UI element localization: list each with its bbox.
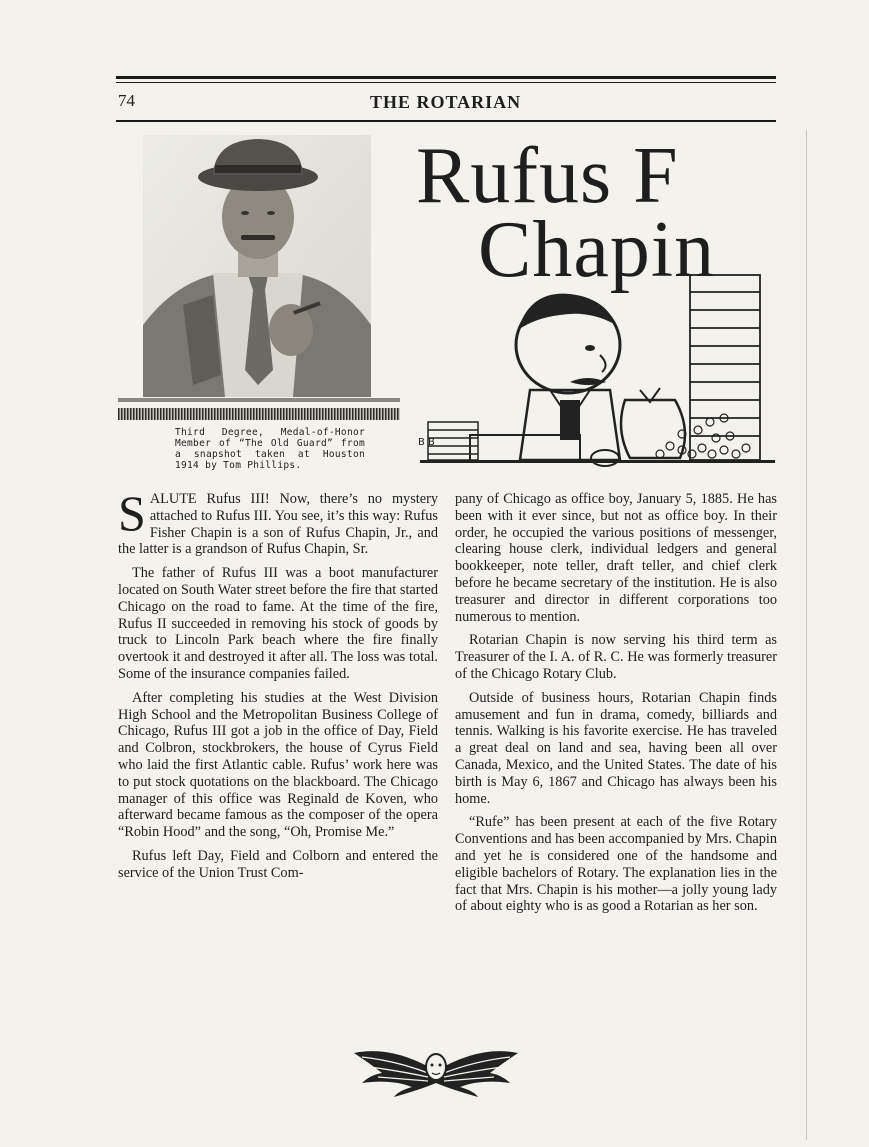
cartoon-signature: B B	[418, 437, 435, 448]
photo-caption: Third Degree, Medal-of-Honor Member of “The Old Guard” from a snapshot taken at Houston 1914 by Tom Phillips.	[175, 427, 365, 471]
article-title-line1: Rufus F	[416, 132, 679, 220]
magazine-title: THE ROTARIAN	[370, 92, 522, 112]
article-paragraph: pany of Chicago as office boy, January 5, 1885. He has been with it ever since, but not as office boy. In their order, he occupied the various positions of messenger, clearing house clerk, individual ledgers and general bookkeeper, note teller, draft teller, and chief clerk before he became secretary of the institution. He is also treasurer and director in different corporations too numerous to mention.	[455, 491, 777, 625]
article-paragraph: The father of Rufus III was a boot manufacturer located on South Water street before the fire that started Chicago on the road to fame. At the time of the fire, Rufus II succeeded in removing his stock of goods by truck to Lincoln Park beach where the fire finally overtook it and destroyed it after all. The loss was total. Some of the insurance companies failed.	[118, 565, 438, 682]
header-rule-thick	[116, 76, 776, 79]
drop-cap: S	[118, 485, 146, 541]
article-title-line2: Chapin	[478, 206, 716, 294]
portrait-photo-icon	[143, 135, 371, 397]
page-number: 74	[118, 91, 135, 110]
article-paragraph: After completing his studies at the West Division High School and the Metropolitan Business College of Chicago, Rufus III got a job in the office of Day, Field and Colbron, stockbrokers, the house of Cyrus Field who laid the first Atlantic cable. Rufus’ work here was to put stock quotations on the blackboard. The Chicago manager of this office was Reginald de Koven, who afterward became famous as the composer of the opera “Robin Hood” and the song, “Oh, Promise Me.”	[118, 689, 438, 841]
article-paragraph: Rotarian Chapin is now serving his third term as Treasurer of the I. A. of R. C. He was formerly treasurer of the Chicago Rotary Club.	[455, 632, 777, 682]
photo-border-strip	[118, 398, 400, 422]
article-left-column	[118, 485, 438, 882]
article-paragraph: Rufus left Day, Field and Colborn and entered the service of the Union Trust Com-	[118, 847, 438, 881]
page-edge-line	[806, 130, 807, 1140]
article-paragraph: “Rufe” has been present at each of the five Rotary Conventions and has been accompanied by Mrs. Chapin and yet he is considered one of the handsome and eligible bachelors of Rotary. The explanation lies in the fact that Mrs. Chapin is his mother—a jolly young lady of about eighty who is as good a Rotarian as her son.	[455, 814, 777, 915]
article-paragraph: Outside of business hours, Rotarian Chapin finds amusement and fun in drama, comedy, billiards and tennis. Walking is his favorite exercise. He has traveled a great deal on land and sea, having been all over Canada, Mexico, and the United States. The date of his birth is May 6, 1867 and Chicago has always been his home.	[455, 689, 777, 807]
article-paragraph: SALUTE Rufus III! Now, there’s no mystery attached to Rufus III. You see, it’s this way: Rufus Fisher Chapin is a son of Rufus Chapin, Jr., and the latter is a grandson of Rufus Chapin, Sr.	[118, 485, 438, 558]
header-underline	[116, 120, 776, 122]
caricature-with-money-icon	[420, 270, 775, 476]
article-right-column	[455, 491, 777, 915]
winged-head-ornament-icon	[352, 1043, 520, 1099]
header-rule-thin	[116, 82, 776, 83]
